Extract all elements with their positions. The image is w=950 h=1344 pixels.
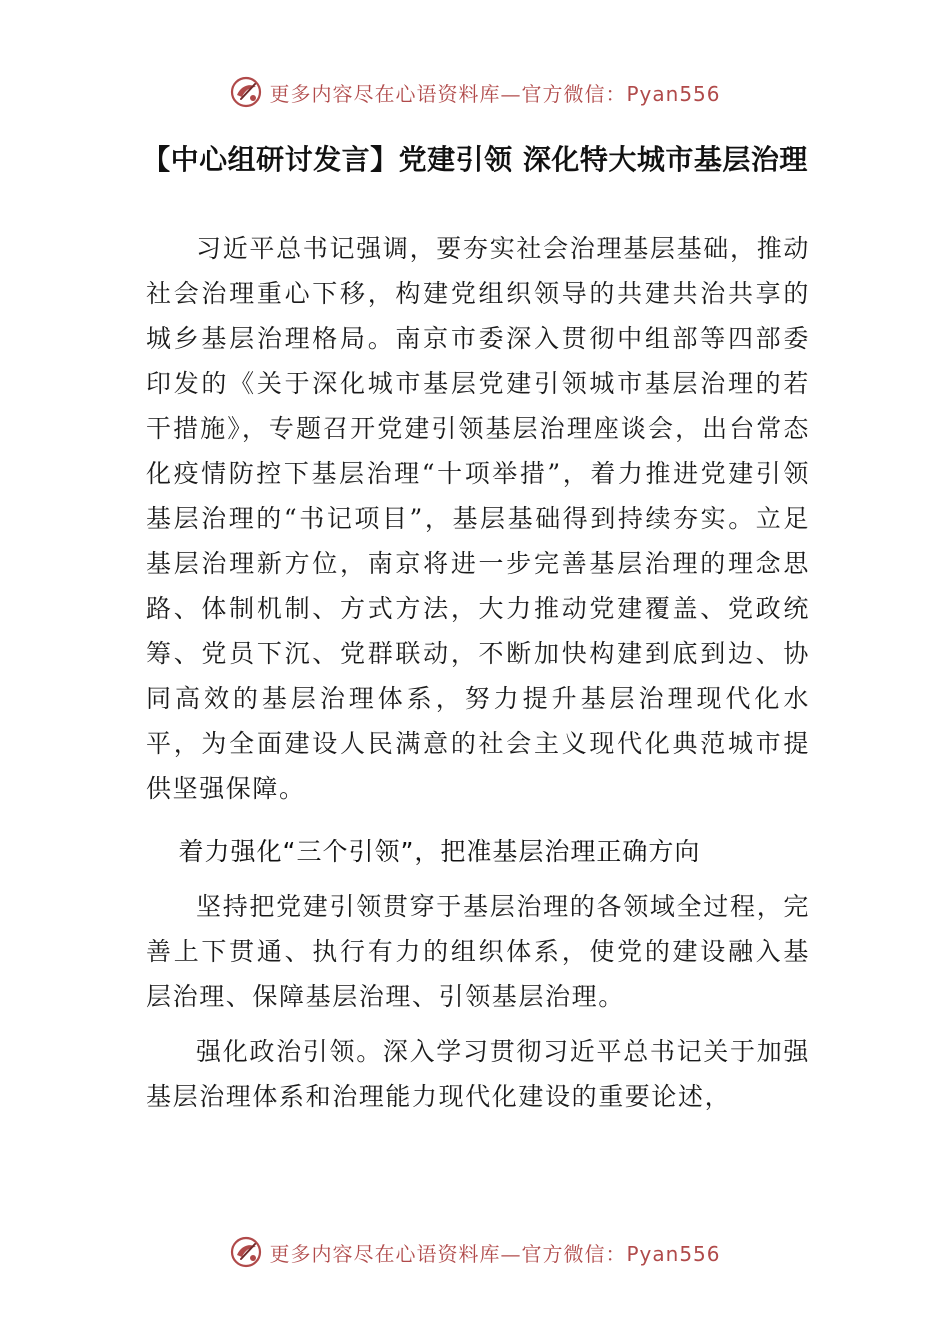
footer-watermark	[0, 1232, 950, 1272]
brand-logo-icon	[229, 75, 263, 109]
section-paragraph-2: 强化政治引领。深入学习贯彻习近平总书记关于加强基层治理体系和治理能力现代化建设的重要论述，	[146, 1037, 810, 1111]
watermark-text: 更多内容尽在心语资料库—官方微信：Pyan556	[269, 81, 721, 106]
wechat-id: Pyan556	[626, 1241, 721, 1266]
intro-paragraph: 习近平总书记强调，要夯实社会治理基层基础，推动社会治理重心下移，构建党组织领导的共建共治共享的城乡基层治理格局。南京市委深入贯彻中组部等四部委印发的《关于深化城市基层党建引领城市基层治理的若干措施》，专题召开党建引领基层治理座谈会，出台常态化疫情防控下基层治理“十项举措”，着力推进党建引领基层治理的“书记项目”，基层基础得到持续夯实。立足基层治理新方位，南京将进一步完善基层治理的理念思路、体制机制、方式方法，大力推动党建覆盖、党政统筹、党员下沉、党群联动，不断加快构建到底到边、协同高效的基层治理体系，努力提升基层治理现代化水平，为全面建设人民满意的社会主义现代化典范城市提供坚强保障。	[146, 234, 810, 803]
brand-logo-icon	[229, 1235, 263, 1269]
header-watermark	[0, 72, 950, 112]
document-title: 【中心组研讨发言】党建引领 深化特大城市基层治理	[142, 143, 808, 176]
paragraph-gap	[146, 1019, 810, 1029]
watermark-text: 更多内容尽在心语资料库—官方微信：Pyan556	[269, 1241, 721, 1266]
section-paragraph-1: 坚持把党建引领贯穿于基层治理的各领域全过程，完善上下贯通、执行有力的组织体系，使党的建设融入基层治理、保障基层治理、引领基层治理。	[146, 892, 810, 1011]
document-body	[146, 226, 810, 1119]
wechat-id: Pyan556	[626, 81, 721, 106]
section-heading: 着力强化“三个引领”，把准基层治理正确方向	[178, 837, 701, 866]
